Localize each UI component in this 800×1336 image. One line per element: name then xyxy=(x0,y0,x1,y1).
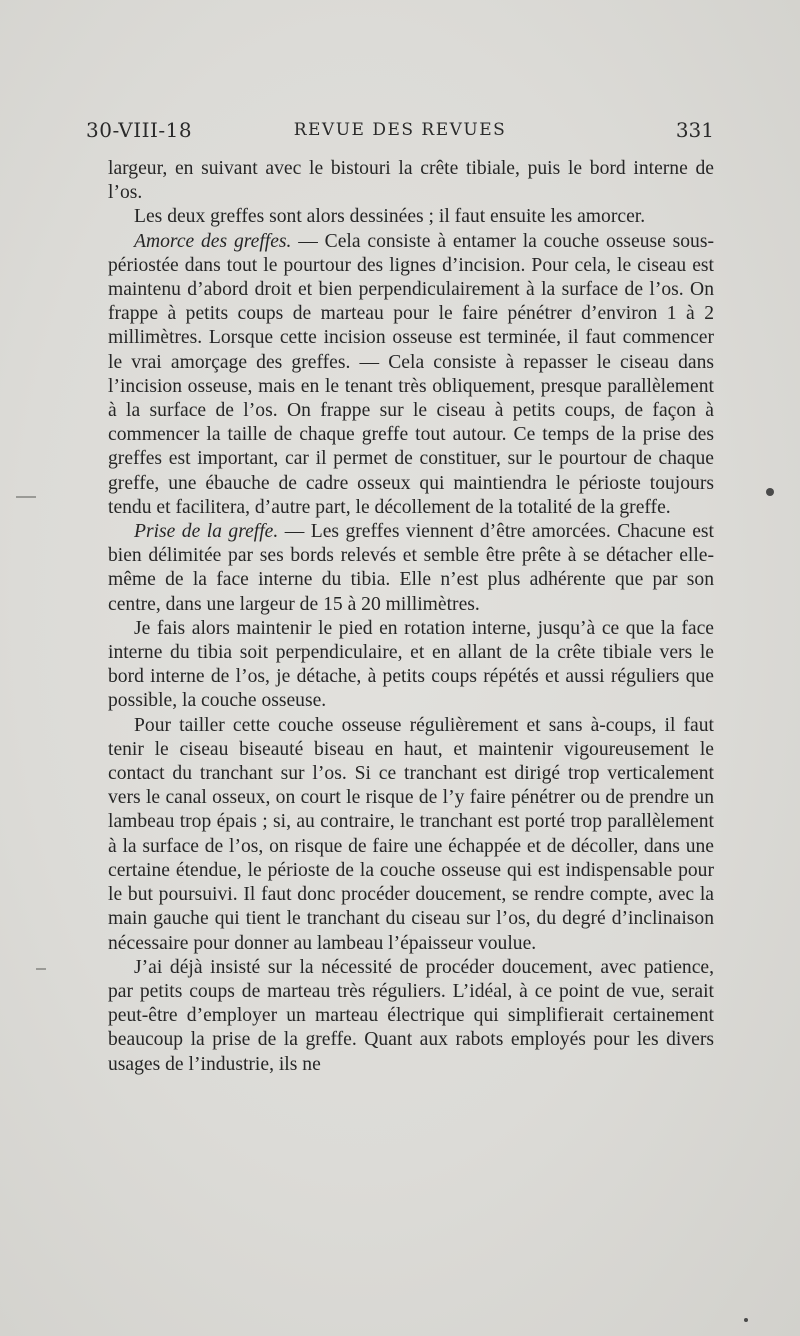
section-heading-prise: Prise de la greffe. xyxy=(134,521,279,543)
paragraph: J’ai déjà insisté sur la nécessité de procéder doucement, avec patience, par petits coups de marteau très réguliers. L’idéal, à ce point de vue, serait peut-être d’employer un marteau électrique qui simplifierait certainement beaucoup la prise de la greffe. Quant aux rabots employés pour les divers usages de l’industrie, ils ne xyxy=(108,956,714,1075)
paragraph: Pour tailler cette couche osseuse régulièrement et sans à-coups, il faut tenir le ciseau biseauté biseau en haut, et maintenir vigoureusement le contact du tranchant sur l’os. Si ce tranchant est dirigé trop verticalement vers le canal osseux, on court le risque de l’y faire pénétrer ou de prendre un lambeau trop épais ; si, au contraire, le tranchant est porté trop parallèlement à la surface de l’os, on risque de faire une échappée et de décoller, dans une certaine étendue, le périoste de la couche osseuse qui est indispensable pour le but poursuivi. Il faut donc procéder doucement, se rendre compte, avec la main gauche qui tient le tranchant du ciseau sur l’os, du degré d’inclinaison nécessaire pour donner au lambeau l’épaisseur voulue. xyxy=(108,714,714,954)
page-number: 331 xyxy=(675,118,714,142)
ink-speck xyxy=(744,1318,748,1322)
paragraph-text: — Les greffes viennent d’être amorcées. Chacune est bien délimitée par ses bords relevés et semble être prête à se détacher elle-même de la face interne du tibia. Elle n’est plus adhérente que par son centre, dans une largeur de 15 à 20 millimètres. xyxy=(108,521,714,615)
body-text xyxy=(108,157,714,1077)
margin-mark xyxy=(16,496,36,498)
running-title: REVUE DES REVUES xyxy=(293,120,507,140)
paragraph-prise xyxy=(108,520,714,617)
paragraph-continued: largeur, en suivant avec le bistouri la crête tibiale, puis le bord interne de l’os. xyxy=(108,158,714,204)
paragraph: Je fais alors maintenir le pied en rotation interne, jusqu’à ce que la face interne du tibia soit perpendiculaire, et en allant de la crête tibiale vers le bord interne de l’os, je détache, à petits coups répétés et aussi réguliers que possible, la couche osseuse. xyxy=(108,617,714,712)
issue-date: 30-VIII-18 xyxy=(86,118,193,142)
ink-speck xyxy=(766,488,774,496)
margin-mark xyxy=(36,968,46,970)
section-heading-amorce: Amorce des greffes. xyxy=(134,230,292,252)
paragraph-text: — Cela consiste à entamer la couche osseuse sous-périostée dans tout le pourtour des lignes d’incision. Pour cela, le ciseau est maintenu d’abord droit et bien perpendiculairement à la surface de l’os. On frappe à petits coups de marteau pour le faire pénétrer d’environ 1 à 2 millimètres. Lorsque cette incision osseuse est terminée, il faut commencer le vrai amorçage des greffes. — Cela consiste à repasser le ciseau dans l’incision osseuse, mais en le tenant très obliquement, presque parallèlement à la surface de l’os. On frappe sur le ciseau à petits coups, de façon à commencer la taille de chaque greffe tout autour. Ce temps de la prise des greffes est important, car il permet de constituer, sur le pourtour de chaque greffe, une ébauche de cadre osseux qui maintiendra le périoste toujours tendu et facilitera, d’autre part, le décollement de la totalité de la greffe. xyxy=(108,230,715,518)
paragraph: Les deux greffes sont alors dessinées ; il faut ensuite les amorcer. xyxy=(134,206,646,228)
paragraph-amorce xyxy=(108,230,714,520)
running-header xyxy=(86,118,714,148)
